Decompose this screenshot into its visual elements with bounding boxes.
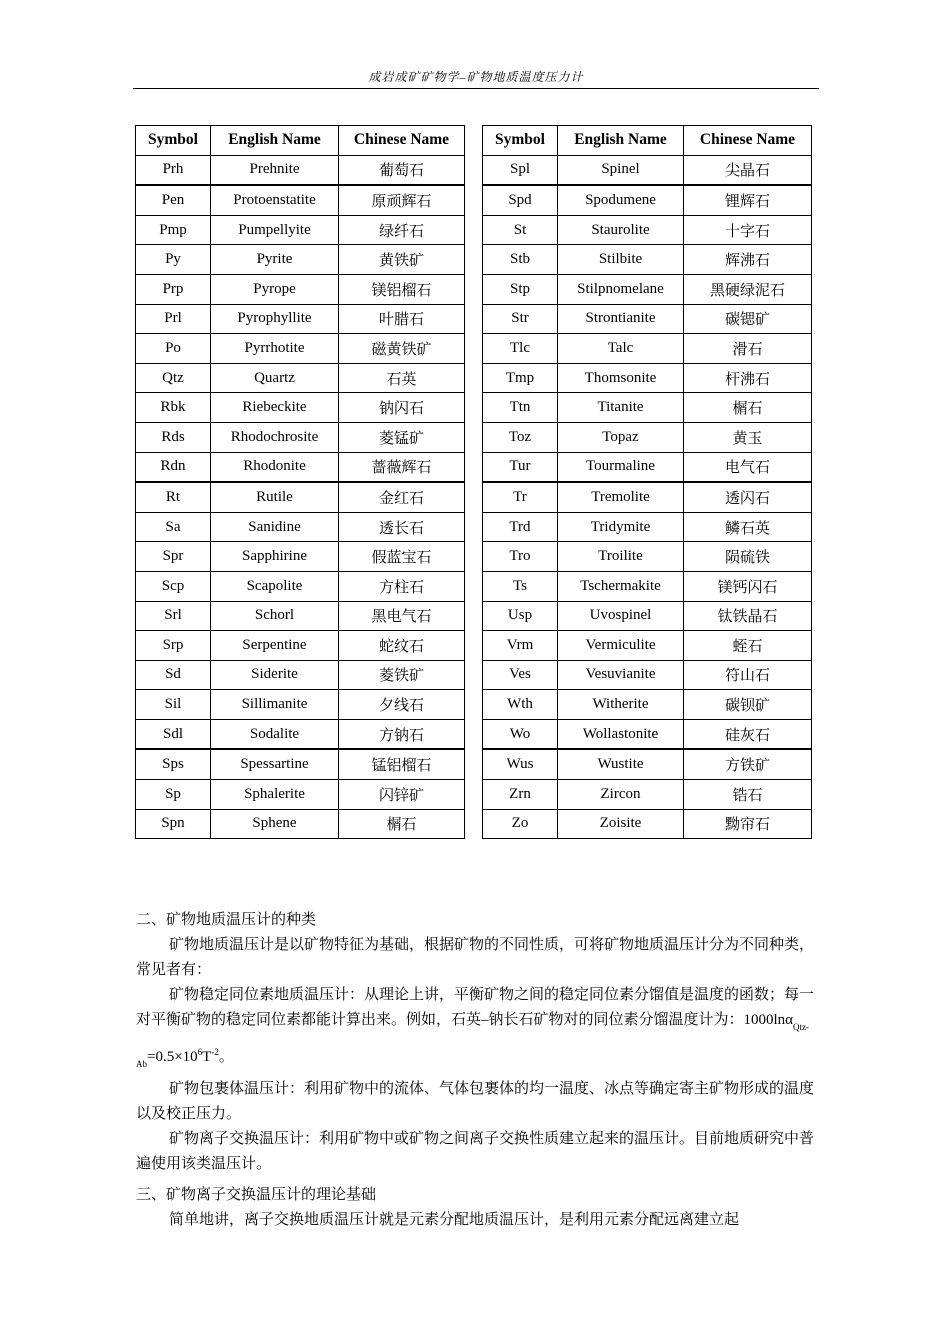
symbol-cell: Qtz bbox=[136, 363, 211, 393]
column-divider bbox=[465, 334, 483, 364]
symbol-cell: Ts bbox=[483, 571, 558, 601]
symbol-cell: Sp bbox=[136, 780, 211, 810]
chinese-name-cell: 钛铁晶石 bbox=[684, 601, 812, 631]
english-name-cell: Vesuvianite bbox=[558, 660, 684, 690]
paragraph: 矿物包裹体温压计：利用矿物中的流体、气体包裹体的均一温度、冰点等确定寄主矿物形成的温度以及校正压力。 bbox=[136, 1081, 815, 1122]
formula-mid: =0.5×10 bbox=[147, 1049, 198, 1065]
english-name-cell: Staurolite bbox=[558, 215, 684, 245]
symbol-cell: Zo bbox=[483, 809, 558, 839]
chinese-name-cell: 闪锌矿 bbox=[339, 780, 465, 810]
chinese-name-cell: 磁黄铁矿 bbox=[339, 334, 465, 364]
chinese-name-cell: 锆石 bbox=[684, 780, 812, 810]
chinese-name-cell: 葡萄石 bbox=[339, 155, 465, 185]
formula-superscript: 6 bbox=[197, 1047, 203, 1057]
chinese-name-cell: 钠闪石 bbox=[339, 393, 465, 423]
table-row bbox=[136, 393, 812, 423]
chinese-name-cell: 尖晶石 bbox=[684, 155, 812, 185]
column-divider bbox=[465, 631, 483, 661]
symbol-cell: Vrm bbox=[483, 631, 558, 661]
column-divider bbox=[465, 601, 483, 631]
symbol-cell: Spn bbox=[136, 809, 211, 839]
english-name-cell: Troilite bbox=[558, 542, 684, 572]
symbol-cell: Rds bbox=[136, 422, 211, 452]
chinese-name-cell: 滑石 bbox=[684, 334, 812, 364]
symbol-cell: Rbk bbox=[136, 393, 211, 423]
english-name-cell: Pyrope bbox=[211, 274, 339, 304]
paragraph: 简单地讲，离子交换地质温压计就是元素分配地质温压计，是利用元素分配远离建立起 bbox=[169, 1212, 740, 1228]
table-body bbox=[136, 155, 812, 839]
table-row bbox=[136, 245, 812, 275]
english-name-cell: Spodumene bbox=[558, 185, 684, 215]
symbol-cell: Sa bbox=[136, 512, 211, 542]
symbol-cell: Tr bbox=[483, 482, 558, 512]
header-rule bbox=[133, 88, 819, 89]
english-name-cell: Vermiculite bbox=[558, 631, 684, 661]
paragraph-text: 矿物稳定同位素地质温压计：从理论上讲，平衡矿物之间的稳定同位素分馏值是温度的函数；每一对平衡矿物的稳定同位素都能计算出来。例如，石英–钠长石矿物对的同位素分馏温度计为： bbox=[136, 987, 815, 1028]
table-row bbox=[136, 304, 812, 334]
column-divider bbox=[465, 215, 483, 245]
column-divider bbox=[465, 274, 483, 304]
english-name-cell: Witherite bbox=[558, 690, 684, 720]
section-heading: 二、矿物地质温压计的种类 bbox=[136, 912, 317, 928]
symbol-cell: Spd bbox=[483, 185, 558, 215]
english-name-cell: Thomsonite bbox=[558, 363, 684, 393]
english-name-cell: Titanite bbox=[558, 393, 684, 423]
column-divider bbox=[465, 690, 483, 720]
symbol-cell: Trd bbox=[483, 512, 558, 542]
english-name-cell: Siderite bbox=[211, 660, 339, 690]
chinese-name-cell: 黑硬绿泥石 bbox=[684, 274, 812, 304]
english-name-cell: Sillimanite bbox=[211, 690, 339, 720]
running-header: 成岩成矿矿物学–矿物地质温度压力计 bbox=[368, 70, 584, 84]
english-name-cell: Spessartine bbox=[211, 749, 339, 779]
english-name-cell: Pyrophyllite bbox=[211, 304, 339, 334]
table-row bbox=[136, 809, 812, 839]
symbol-cell: Tro bbox=[483, 542, 558, 572]
table-row bbox=[136, 185, 812, 215]
column-divider bbox=[465, 155, 483, 185]
symbol-cell: Tur bbox=[483, 452, 558, 482]
chinese-name-cell: 菱铁矿 bbox=[339, 660, 465, 690]
symbol-cell: Srl bbox=[136, 601, 211, 631]
english-name-cell: Schorl bbox=[211, 601, 339, 631]
table-row bbox=[136, 542, 812, 572]
chinese-name-cell: 方铁矿 bbox=[684, 749, 812, 779]
section-heading: 三、矿物离子交换温压计的理论基础 bbox=[136, 1187, 377, 1203]
english-name-cell: Wollastonite bbox=[558, 719, 684, 749]
table-row bbox=[136, 482, 812, 512]
chinese-name-cell: 辉沸石 bbox=[684, 245, 812, 275]
english-name-cell: Tschermakite bbox=[558, 571, 684, 601]
chinese-name-cell: 镁钙闪石 bbox=[684, 571, 812, 601]
english-name-cell: Sphalerite bbox=[211, 780, 339, 810]
symbol-cell: Tlc bbox=[483, 334, 558, 364]
symbol-cell: Spr bbox=[136, 542, 211, 572]
chinese-name-cell: 鳞石英 bbox=[684, 512, 812, 542]
symbol-cell: Sd bbox=[136, 660, 211, 690]
chinese-name-cell: 电气石 bbox=[684, 452, 812, 482]
formula-end: 。 bbox=[218, 1049, 234, 1065]
table-row bbox=[136, 719, 812, 749]
table-header-row bbox=[136, 126, 812, 156]
formula-subscript: Qtz-Ab bbox=[136, 1022, 810, 1069]
chinese-name-cell: 透长石 bbox=[339, 512, 465, 542]
chinese-name-cell: 榍石 bbox=[339, 809, 465, 839]
column-header: English Name bbox=[558, 126, 684, 156]
english-name-cell: Scapolite bbox=[211, 571, 339, 601]
english-name-cell: Tridymite bbox=[558, 512, 684, 542]
english-name-cell: Stilbite bbox=[558, 245, 684, 275]
symbol-cell: Ves bbox=[483, 660, 558, 690]
column-divider bbox=[465, 571, 483, 601]
table-row bbox=[136, 601, 812, 631]
table-row bbox=[136, 422, 812, 452]
chinese-name-cell: 镁铝榴石 bbox=[339, 274, 465, 304]
chinese-name-cell: 蔷薇辉石 bbox=[339, 452, 465, 482]
chinese-name-cell: 菱锰矿 bbox=[339, 422, 465, 452]
english-name-cell: Sphene bbox=[211, 809, 339, 839]
chinese-name-cell: 叶腊石 bbox=[339, 304, 465, 334]
english-name-cell: Serpentine bbox=[211, 631, 339, 661]
column-header: English Name bbox=[211, 126, 339, 156]
symbol-cell: Tmp bbox=[483, 363, 558, 393]
table-row bbox=[136, 155, 812, 185]
chinese-name-cell: 方钠石 bbox=[339, 719, 465, 749]
english-name-cell: Pumpellyite bbox=[211, 215, 339, 245]
chinese-name-cell: 绿纤石 bbox=[339, 215, 465, 245]
english-name-cell: Topaz bbox=[558, 422, 684, 452]
table-row bbox=[136, 452, 812, 482]
column-divider bbox=[465, 393, 483, 423]
symbol-cell: Rt bbox=[136, 482, 211, 512]
table-row bbox=[136, 749, 812, 779]
paragraph: 矿物离子交换温压计：利用矿物中或矿物之间离子交换性质建立起来的温压计。目前地质研究中普遍使用该类温压计。 bbox=[136, 1131, 815, 1172]
symbol-cell: Wus bbox=[483, 749, 558, 779]
symbol-cell: Sdl bbox=[136, 719, 211, 749]
symbol-cell: Rdn bbox=[136, 452, 211, 482]
column-divider bbox=[465, 422, 483, 452]
english-name-cell: Sanidine bbox=[211, 512, 339, 542]
formula-t: T bbox=[202, 1049, 212, 1065]
english-name-cell: Strontianite bbox=[558, 304, 684, 334]
english-name-cell: Quartz bbox=[211, 363, 339, 393]
english-name-cell: Spinel bbox=[558, 155, 684, 185]
table-row bbox=[136, 274, 812, 304]
english-name-cell: Tourmaline bbox=[558, 452, 684, 482]
chinese-name-cell: 锰铝榴石 bbox=[339, 749, 465, 779]
column-divider bbox=[465, 304, 483, 334]
column-divider bbox=[465, 660, 483, 690]
table-row bbox=[136, 334, 812, 364]
column-divider bbox=[465, 512, 483, 542]
chinese-name-cell: 锂辉石 bbox=[684, 185, 812, 215]
table-row bbox=[136, 215, 812, 245]
chinese-name-cell: 黄铁矿 bbox=[339, 245, 465, 275]
chinese-name-cell: 黝帘石 bbox=[684, 809, 812, 839]
chinese-name-cell: 原顽辉石 bbox=[339, 185, 465, 215]
symbol-cell: Prh bbox=[136, 155, 211, 185]
column-divider bbox=[465, 363, 483, 393]
chinese-name-cell: 金红石 bbox=[339, 482, 465, 512]
english-name-cell: Zoisite bbox=[558, 809, 684, 839]
table-row bbox=[136, 690, 812, 720]
chinese-name-cell: 符山石 bbox=[684, 660, 812, 690]
english-name-cell: Stilpnomelane bbox=[558, 274, 684, 304]
english-name-cell: Uvospinel bbox=[558, 601, 684, 631]
english-name-cell: Talc bbox=[558, 334, 684, 364]
chinese-name-cell: 石英 bbox=[339, 363, 465, 393]
column-divider bbox=[465, 185, 483, 215]
chinese-name-cell: 方柱石 bbox=[339, 571, 465, 601]
english-name-cell: Tremolite bbox=[558, 482, 684, 512]
column-divider bbox=[465, 245, 483, 275]
english-name-cell: Rutile bbox=[211, 482, 339, 512]
column-divider bbox=[465, 542, 483, 572]
english-name-cell: Sapphirine bbox=[211, 542, 339, 572]
symbol-cell: Toz bbox=[483, 422, 558, 452]
chinese-name-cell: 榍石 bbox=[684, 393, 812, 423]
chinese-name-cell: 假蓝宝石 bbox=[339, 542, 465, 572]
formula-superscript: -2 bbox=[211, 1047, 219, 1057]
english-name-cell: Wustite bbox=[558, 749, 684, 779]
symbol-cell: Zrn bbox=[483, 780, 558, 810]
column-divider bbox=[465, 809, 483, 839]
chinese-name-cell: 碳锶矿 bbox=[684, 304, 812, 334]
symbol-cell: Str bbox=[483, 304, 558, 334]
column-divider bbox=[465, 452, 483, 482]
english-name-cell: Pyrite bbox=[211, 245, 339, 275]
symbol-cell: Sil bbox=[136, 690, 211, 720]
column-divider bbox=[465, 780, 483, 810]
english-name-cell: Sodalite bbox=[211, 719, 339, 749]
symbol-cell: Usp bbox=[483, 601, 558, 631]
column-divider bbox=[465, 482, 483, 512]
symbol-cell: Stb bbox=[483, 245, 558, 275]
column-header: Chinese Name bbox=[684, 126, 812, 156]
english-name-cell: Rhodonite bbox=[211, 452, 339, 482]
symbol-cell: Spl bbox=[483, 155, 558, 185]
english-name-cell: Pyrrhotite bbox=[211, 334, 339, 364]
chinese-name-cell: 夕线石 bbox=[339, 690, 465, 720]
table-row bbox=[136, 631, 812, 661]
section-three bbox=[136, 1183, 816, 1233]
table-row bbox=[136, 512, 812, 542]
english-name-cell: Prehnite bbox=[211, 155, 339, 185]
column-header: Chinese Name bbox=[339, 126, 465, 156]
english-name-cell: Riebeckite bbox=[211, 393, 339, 423]
chinese-name-cell: 黄玉 bbox=[684, 422, 812, 452]
table-row bbox=[136, 660, 812, 690]
section-two bbox=[136, 908, 816, 1177]
table-row bbox=[136, 780, 812, 810]
column-header: Symbol bbox=[483, 126, 558, 156]
formula-main: 1000lnα bbox=[743, 1012, 794, 1028]
symbol-cell: Prp bbox=[136, 274, 211, 304]
paragraph bbox=[136, 983, 816, 1077]
symbol-cell: Scp bbox=[136, 571, 211, 601]
symbol-cell: St bbox=[483, 215, 558, 245]
table-row bbox=[136, 571, 812, 601]
column-divider bbox=[465, 719, 483, 749]
mineral-abbreviation-table bbox=[135, 125, 812, 839]
chinese-name-cell: 十字石 bbox=[684, 215, 812, 245]
chinese-name-cell: 蛭石 bbox=[684, 631, 812, 661]
symbol-cell: Pmp bbox=[136, 215, 211, 245]
paragraph: 矿物地质温压计是以矿物特征为基础，根据矿物的不同性质，可将矿物地质温压计分为不同种类，常见者有： bbox=[136, 937, 815, 978]
column-divider bbox=[465, 126, 483, 156]
symbol-cell: Srp bbox=[136, 631, 211, 661]
chinese-name-cell: 黑电气石 bbox=[339, 601, 465, 631]
english-name-cell: Zircon bbox=[558, 780, 684, 810]
symbol-cell: Po bbox=[136, 334, 211, 364]
english-name-cell: Rhodochrosite bbox=[211, 422, 339, 452]
column-header: Symbol bbox=[136, 126, 211, 156]
column-divider bbox=[465, 749, 483, 779]
chinese-name-cell: 硅灰石 bbox=[684, 719, 812, 749]
english-name-cell: Protoenstatite bbox=[211, 185, 339, 215]
symbol-cell: Sps bbox=[136, 749, 211, 779]
chinese-name-cell: 杆沸石 bbox=[684, 363, 812, 393]
symbol-cell: Ttn bbox=[483, 393, 558, 423]
symbol-cell: Wth bbox=[483, 690, 558, 720]
table-row bbox=[136, 363, 812, 393]
symbol-cell: Py bbox=[136, 245, 211, 275]
chinese-name-cell: 蛇纹石 bbox=[339, 631, 465, 661]
chinese-name-cell: 陨硫铁 bbox=[684, 542, 812, 572]
chinese-name-cell: 透闪石 bbox=[684, 482, 812, 512]
symbol-cell: Stp bbox=[483, 274, 558, 304]
chinese-name-cell: 碳钡矿 bbox=[684, 690, 812, 720]
symbol-cell: Pen bbox=[136, 185, 211, 215]
symbol-cell: Prl bbox=[136, 304, 211, 334]
symbol-cell: Wo bbox=[483, 719, 558, 749]
